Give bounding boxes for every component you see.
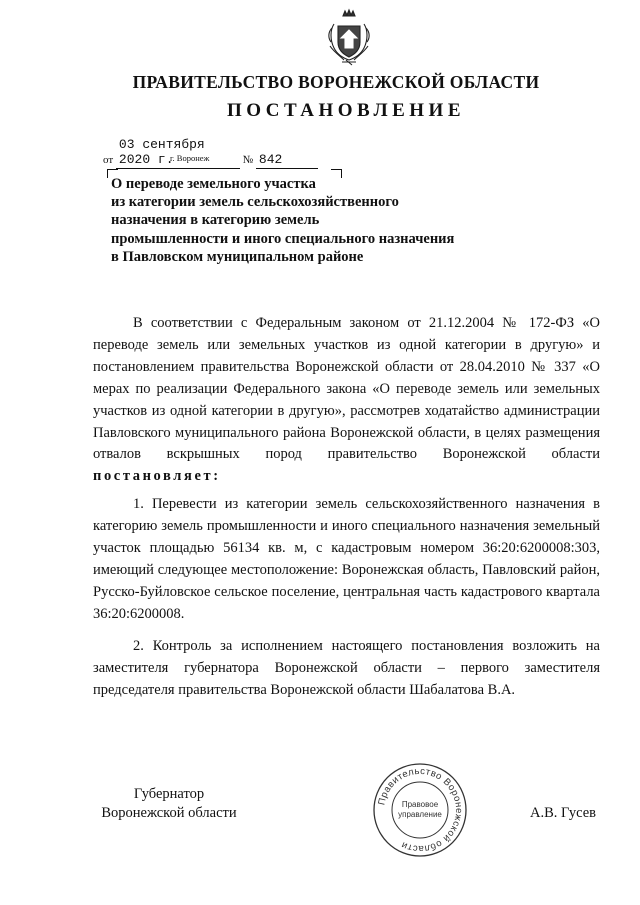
preamble-paragraph bbox=[93, 313, 600, 488]
subject-line: промышленности и иного специального назначения bbox=[111, 230, 455, 247]
preamble-text: В соответствии с Федеральным законом от 21.12.2004 № 172-ФЗ «О переводе земель или земельных участков из одной категории в другую» и постановлением правительства Воронежской области от 28.04.2010 № 337 «О мерах по реализации Федерального закона «О переводе земель или земельных участков из одной категории в другую», рассмотрев ходатайство администрации Павловского муниципального района Воронежской области, в целях размещения отвалов вскрышных пород правительство Воронежской области bbox=[93, 315, 600, 463]
subject-line: О переводе земельного участка bbox=[111, 176, 316, 192]
resolves-word: постановляет: bbox=[93, 468, 221, 485]
document-number: 842 bbox=[256, 152, 318, 169]
svg-text:Правовое: Правовое bbox=[401, 800, 439, 809]
signatory-name: А.В. Гусев bbox=[530, 805, 596, 821]
svg-text:Правительство Воронежской обла: Правительство Воронежской области bbox=[376, 765, 465, 855]
document-type-title: ПОСТАНОВЛЕНИЕ bbox=[226, 100, 466, 121]
coat-of-arms-emblem bbox=[326, 8, 372, 66]
date-number-line bbox=[103, 137, 318, 169]
position-line: Воронежской области bbox=[101, 805, 237, 821]
signatory-position bbox=[93, 785, 245, 823]
position-line: Губернатор bbox=[133, 786, 205, 802]
official-stamp bbox=[371, 761, 469, 859]
svg-text:управление: управление bbox=[398, 810, 442, 819]
subject-line: из категории земель сельскохозяйственного bbox=[111, 194, 399, 211]
government-title: ПРАВИТЕЛЬСТВО ВОРОНЕЖСКОЙ ОБЛАСТИ bbox=[132, 72, 540, 92]
city-label: г. Воронеж bbox=[170, 153, 210, 163]
item-2-paragraph: 2. Контроль за исполнением настоящего постановления возложить на заместителя губернатора Воронежской области – первого заместителя председателя правительства Воронежской области Шабалатова В.А. bbox=[93, 637, 600, 698]
item-1-paragraph: 1. Перевести из категории земель сельскохозяйственного назначения в категорию земель промышленности и иного специального назначения земельный участок площадью 56134 кв. м, с кадастровым номером 36:20:6200008:303, имеющий следующее местоположение: Воронежская область, Павловский район, Русско-Буйловское сельское поселение, центральная часть кадастрового квартала 36:20:6200008. bbox=[93, 496, 600, 622]
number-prefix: № bbox=[242, 154, 254, 166]
document-body bbox=[93, 313, 600, 701]
date-prefix: от bbox=[103, 154, 114, 166]
subject-line: назначения в категорию земель bbox=[111, 212, 320, 229]
subject-line: в Павловском муниципальном районе bbox=[111, 248, 364, 265]
document-date: 03 сентября 2020 г. bbox=[116, 137, 240, 169]
document-subject bbox=[111, 175, 501, 266]
